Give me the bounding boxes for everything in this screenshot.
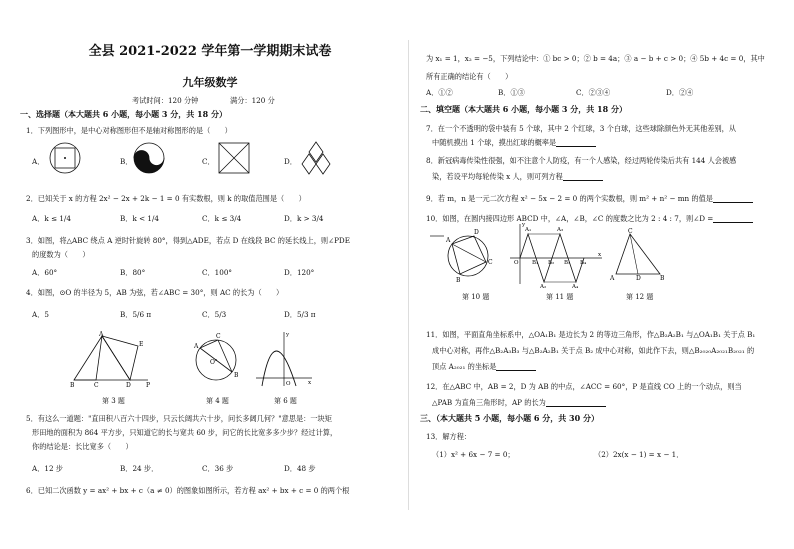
q6-cont-line2: 所有正确的结论有（ ） [426,72,513,81]
svg-text:C: C [628,228,633,235]
svg-text:B₁: B₁ [532,260,539,266]
q6-option-a: A．①② [426,88,453,97]
svg-text:O: O [514,260,519,266]
q1-stem: 1．下列图形中，是中心对称图形但不是轴对称图形的是（ ） [26,126,232,135]
svg-text:x: x [308,380,312,386]
q13-part1: （1）x² + 6x − 7 = 0； [432,450,515,459]
q6-figure [252,330,316,388]
svg-text:A: A [610,275,615,282]
svg-text:B₂: B₂ [548,260,555,266]
q12-line1: 12．在△ABC 中，AB = 2，D 为 AB 的中点，∠ACC = 60°，P 是直线 CO 上的一个动点，则当 [426,382,742,391]
q1-figure-a [48,140,88,180]
svg-text:B: B [70,382,75,389]
q13-part2: （2）2x(x − 1) = x − 1． [594,450,684,459]
q11-figure [508,222,604,288]
q7-line1: 7．在一个不透明的袋中装有 5 个球，其中 2 个红球，3 个白球，这些球除颜色外无其他差别，从 [426,124,737,133]
q2-option-c: C．k ≤ 3/4 [202,214,242,223]
q1-figure-b [132,140,172,180]
q1-option-b: B． [120,157,133,166]
svg-text:P: P [146,382,151,389]
q5-option-a: A．12 步 [32,464,63,473]
q5-option-b: B．24 步． [120,464,159,473]
caption-q10: 第 10 题 [462,293,490,301]
q2-option-d: D．k > 3/4 [284,214,324,223]
q1-option-a: A． [32,157,45,166]
svg-text:D: D [474,229,479,236]
caption-q12: 第 12 题 [626,293,654,301]
caption-q6: 第 6 题 [274,397,297,405]
svg-text:E: E [139,341,144,348]
q4-option-a: A．5 [32,310,49,319]
exam-subtitle: 九年级数学 [182,76,238,89]
q3-stem-line2: 的度数为（ ） [32,250,90,259]
svg-text:B: B [456,277,461,284]
svg-text:C: C [94,382,99,389]
exam-time: 考试时间：120 分钟 [132,96,199,105]
q8-line1: 8．新冠病毒传染性很强，如不注意个人防疫，有一个人感染，经过两轮传染后共有 144 人会被感 [426,156,737,165]
q5-option-c: C．36 步 [202,464,234,473]
q1-option-c: C． [202,157,215,166]
svg-text:B₃: B₃ [564,260,571,266]
q10-figure [430,224,520,288]
q4-figure [188,332,248,388]
q2-option-a: A．k ≤ 1/4 [32,214,71,223]
svg-text:A₄: A₄ [572,284,579,290]
q3-option-a: A．60° [32,268,58,277]
q10: 10．如图，在圆内接四边形 ABCD 中，∠A，∠B，∠C 的度数之比为 2 : 4 : 7，则∠D = [426,214,753,223]
section2-heading: 二、填空题（本大题共 6 小题，每小题 3 分，共 18 分） [420,104,627,114]
exam-title: 全县 2021-2022 学年第一学期期末试卷 [88,44,332,59]
q11-line1: 11．如图，平面直角坐标系中，△OA₁B₁ 是边长为 2 的等边三角形，作△B₂A₂B₁ 与△OA₁B₁ 关于点 B₁ [426,330,756,339]
caption-q3: 第 3 题 [102,397,125,405]
q6-option-d: D．②④ [666,88,694,97]
q5-line2: 形田地的面积为 864 平方步，只知道它的长与宽共 60 步，问它的长比宽多多少步？经过计算， [32,428,338,437]
q3-option-b: B．80° [120,268,146,277]
column-divider [408,40,409,510]
q7-line2: 中随机摸出 1 个球，摸出红球的概率是 [432,138,596,147]
section1-heading: 一、选择题（本大题共 6 小题，每小题 3 分，共 18 分） [20,109,227,119]
q4-option-d: D．5/3 π [284,310,316,319]
svg-text:D: D [636,275,641,282]
q12-line2: △PAB 为直角三角形时，AP 的长为 [432,398,606,407]
q3-option-c: C．100° [202,268,232,277]
svg-text:B: B [660,275,665,282]
q2-option-b: B．k < 1/4 [120,214,159,223]
q6-option-b: B．①③ [498,88,525,97]
q6-line1: 6．已知二次函数 y = ax² + bx + c（a ≠ 0）的图象如图所示，若方程 ax² + bx + c = 0 的两个根 [26,486,350,495]
svg-text:O: O [210,359,215,366]
q12-figure [608,230,670,280]
q8-line2: 染，若设平均每轮传染 x 人，则可列方程 [432,172,603,181]
caption-q11: 第 11 题 [546,293,574,301]
svg-text:x: x [598,252,602,258]
svg-text:B: B [234,372,239,379]
caption-q4: 第 4 题 [206,397,229,405]
svg-text:B₄: B₄ [580,260,587,266]
svg-text:A₁: A₁ [525,227,532,233]
full-score: 满分：120 分 [230,96,275,105]
q5-line1: 5．有这么一道题："直田积八百六十四步，只云长阔共六十步，问长多阔几何？"意思是：一块矩 [26,414,332,423]
q3-stem-line1: 3．如图，将△ABC 绕点 A 逆时针旋转 80°，得到△ADE，若点 D 在线段 BC 的延长线上，则∠PDE [26,236,350,245]
section3-heading: 三、（本大题共 5 小题，每小题 6 分，共 30 分） [420,413,599,423]
q13-stem: 13．解方程： [426,432,472,441]
q3-figure [68,332,178,388]
q2-stem: 2．已知关于 x 的方程 2x² − 2x + 2k − 1 = 0 有实数根，则 k 的取值范围是（ ） [26,194,306,203]
svg-text:A: A [194,343,199,350]
q1-figure-c [216,140,256,180]
svg-text:O: O [286,381,291,387]
q11-line2: 成中心对称，再作△B₂A₃B₃ 与△B₂A₂B₁ 关于点 B₂ 成中心对称，如此作下去，则△B₂₀₂₀A₂₀₂₁B₂₀₂₁ 的 [432,346,755,355]
svg-text:A: A [446,237,451,244]
svg-text:C: C [216,333,221,340]
q3-option-d: D．120° [284,268,315,277]
q5-option-d: D．48 步 [284,464,316,473]
svg-text:A₃: A₃ [557,227,564,233]
q1-figure-d [296,140,340,180]
svg-text:y: y [286,332,290,338]
svg-text:A: A [99,331,104,338]
q6-cont-line1: 为 x₁ = 1，x₂ = −5，下列结论中：① bc > 0；② b = 4a；③ a − b + c > 0；④ 5b + 4c = 0，其中 [426,54,765,63]
svg-text:A₂: A₂ [540,284,547,290]
q6-option-c: C．②③④ [576,88,611,97]
q4-stem: 4．如图，⊙O 的半径为 5，AB 为弦，若∠ABC = 30°，则 AC 的长为（ ） [26,288,284,297]
q1-option-d: D． [284,157,297,166]
q4-option-c: C．5/3 [202,310,227,319]
svg-text:C: C [488,259,493,266]
svg-text:D: D [126,382,131,389]
q5-line3: 你的结论是：长比宽多（ ） [32,442,133,451]
q9: 9．若 m，n 是一元二次方程 x² − 5x − 2 = 0 的两个实数根，则 m² + n² − mn 的值是 [426,194,753,203]
q11-line3: 顶点 A₂₀₂₁ 的坐标是 [432,362,536,371]
svg-text:y: y [522,222,526,228]
q4-option-b: B．5/6 π [120,310,152,319]
